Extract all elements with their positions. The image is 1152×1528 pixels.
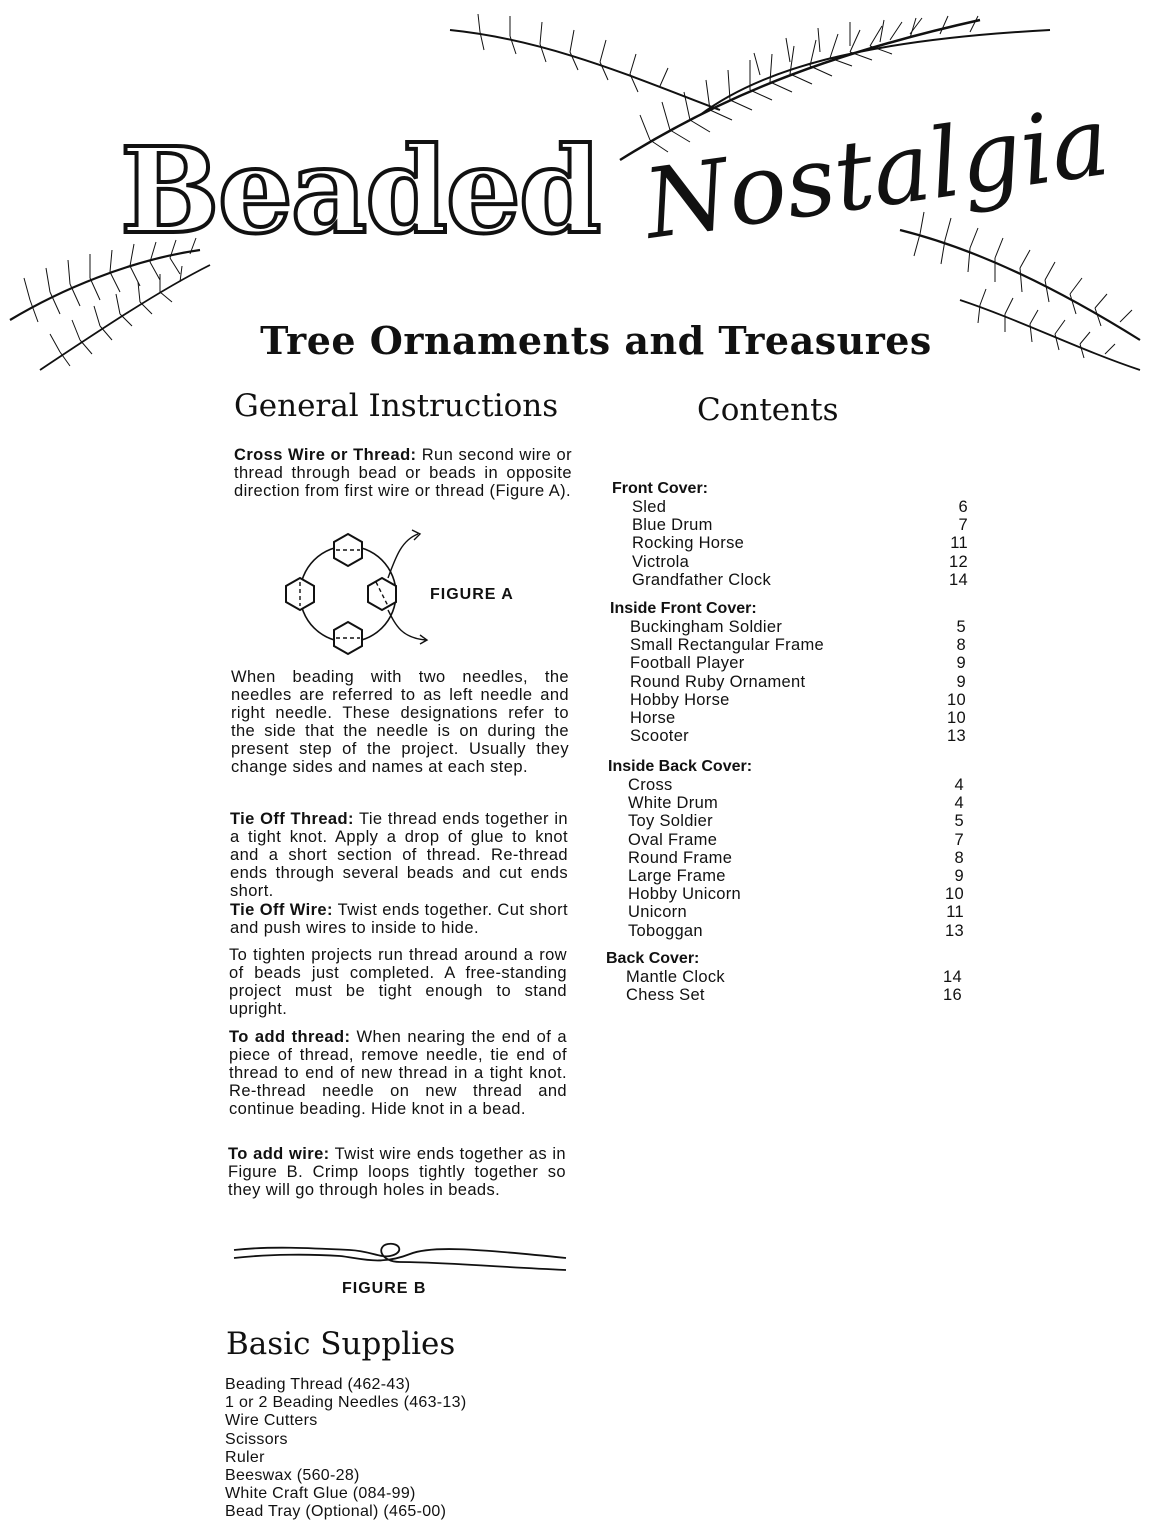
toc-item-name: Horse bbox=[630, 709, 676, 728]
toc-item-page: 5 bbox=[954, 812, 964, 831]
toc-row bbox=[608, 794, 964, 812]
para-add-wire-text: Twist wire ends together as in Figure B. Crimp loops tightly together so they will go through holes in beads. bbox=[228, 1145, 567, 1199]
toc-item-page: 16 bbox=[943, 986, 962, 1005]
toc-item-name: Mantle Clock bbox=[626, 968, 725, 986]
toc-item-page: 14 bbox=[949, 570, 968, 589]
toc-item-page: 4 bbox=[954, 794, 964, 813]
toc-row bbox=[610, 654, 966, 672]
toc-item-name: Buckingham Soldier bbox=[630, 618, 783, 636]
toc-group-title: Front Cover: bbox=[612, 480, 708, 497]
para-tie-off-wire-text: Twist ends together. Cut short and push wires to inside to hide. bbox=[230, 901, 569, 937]
toc-item-page: 10 bbox=[947, 690, 966, 709]
supply-item: Beeswax (560-28) bbox=[225, 1467, 360, 1485]
toc-item-name: Cross bbox=[628, 776, 673, 794]
toc-group-title: Inside Back Cover: bbox=[608, 758, 753, 775]
toc-item-page: 11 bbox=[950, 534, 968, 553]
basic-supplies-heading: Basic Supplies bbox=[226, 1326, 456, 1362]
supply-item: 1 or 2 Beading Needles (463-13) bbox=[225, 1394, 467, 1412]
para-tie-off-wire-label: Tie Off Wire: bbox=[230, 901, 333, 919]
toc-item-name: Large Frame bbox=[628, 867, 726, 886]
title-beaded: Beaded bbox=[120, 121, 600, 260]
toc-row bbox=[608, 776, 964, 794]
supply-item: Ruler bbox=[225, 1448, 265, 1466]
para-tie-off-thread-label: Tie Off Thread: bbox=[230, 810, 354, 828]
supply-item: Wire Cutters bbox=[225, 1412, 318, 1430]
toc-row bbox=[608, 812, 964, 830]
toc-row bbox=[610, 709, 966, 727]
toc-item-page: 9 bbox=[956, 654, 966, 673]
para-cross-wire bbox=[234, 446, 572, 500]
supply-item: Beading Thread (462-43) bbox=[225, 1376, 411, 1393]
figure-b-label: FIGURE B bbox=[342, 1280, 427, 1297]
toc-row bbox=[612, 516, 968, 534]
toc-group-front-cover bbox=[612, 480, 968, 589]
toc-group-inside-front-cover bbox=[610, 600, 966, 745]
toc-item-name: Round Frame bbox=[628, 848, 733, 867]
para-tie-off-wire bbox=[230, 901, 568, 937]
para-tighten: To tighten projects run thread around a row of beads just completed. A free-standing project must be tight enough to stand upright. bbox=[229, 946, 567, 1018]
toc-item-page: 7 bbox=[958, 516, 968, 535]
toc-item-name: Chess Set bbox=[626, 986, 705, 1005]
toc-item-page: 9 bbox=[956, 672, 966, 691]
toc-item-page: 10 bbox=[945, 885, 964, 904]
toc-row bbox=[612, 553, 968, 571]
toc-item-name: Victrola bbox=[632, 552, 690, 571]
toc-item-page: 5 bbox=[956, 618, 966, 636]
toc-row bbox=[608, 922, 964, 940]
figure-b-diagram bbox=[230, 1236, 570, 1276]
figure-a-diagram bbox=[278, 526, 438, 656]
toc-row bbox=[610, 636, 966, 654]
toc-row bbox=[610, 673, 966, 691]
toc-item-page: 11 bbox=[946, 903, 964, 922]
contents-heading: Contents bbox=[697, 392, 839, 428]
toc-item-name: Grandfather Clock bbox=[632, 570, 771, 589]
toc-row bbox=[612, 498, 968, 516]
toc-item-page: 8 bbox=[954, 848, 964, 867]
para-two-needles: When beading with two needles, the needles are referred to as left needle and right needle. These designations refer to the side that the needle is on during the present step of the project. Usually they change sides and names at each step. bbox=[231, 668, 569, 776]
para-add-wire-label: To add wire: bbox=[228, 1145, 330, 1163]
toc-item-name: Football Player bbox=[630, 654, 745, 673]
toc-item-page: 4 bbox=[954, 776, 964, 794]
toc-item-page: 8 bbox=[956, 636, 966, 655]
toc-item-name: Oval Frame bbox=[628, 830, 718, 849]
toc-item-page: 13 bbox=[947, 727, 966, 746]
toc-item-page: 9 bbox=[954, 867, 964, 886]
para-add-thread-label: To add thread: bbox=[229, 1028, 351, 1046]
toc-row bbox=[608, 849, 964, 867]
para-add-wire bbox=[228, 1145, 566, 1199]
para-add-thread-text: When nearing the end of a piece of thread, remove needle, tie end of thread to end of new thread in a tight knot. Re-thread needle on new thread and continue beading. Hide knot in a bead. bbox=[229, 1028, 567, 1118]
toc-row bbox=[612, 534, 968, 552]
toc-group-title: Inside Front Cover: bbox=[610, 600, 757, 617]
toc-item-page: 13 bbox=[945, 921, 964, 940]
toc-item-page: 7 bbox=[954, 830, 964, 849]
toc-row bbox=[606, 986, 962, 1004]
para-cross-wire-label: Cross Wire or Thread: bbox=[234, 446, 417, 464]
toc-row bbox=[608, 867, 964, 885]
toc-item-name: Rocking Horse bbox=[632, 534, 745, 553]
toc-item-page: 10 bbox=[947, 709, 966, 728]
toc-group-inside-back-cover bbox=[608, 758, 964, 940]
toc-item-name: White Drum bbox=[628, 794, 719, 813]
toc-row bbox=[608, 903, 964, 921]
supply-item: Bead Tray (Optional) (465-00) bbox=[225, 1503, 447, 1521]
toc-item-page: 12 bbox=[949, 552, 968, 571]
toc-item-name: Sled bbox=[632, 498, 667, 516]
toc-row bbox=[610, 727, 966, 745]
toc-item-name: Toy Soldier bbox=[628, 812, 713, 831]
title-nostalgia: Nostalgia bbox=[637, 84, 1116, 261]
page-subtitle: Tree Ornaments and Treasures bbox=[260, 318, 932, 363]
toc-item-name: Hobby Unicorn bbox=[628, 885, 742, 904]
toc-item-page: 14 bbox=[943, 968, 962, 986]
para-cross-wire-text: Run second wire or thread through bead or beads in opposite direction from first wire or thread (Figure A). bbox=[234, 446, 572, 500]
para-add-thread bbox=[229, 1028, 567, 1118]
toc-row bbox=[610, 618, 966, 636]
para-tie-off-thread-text: Tie thread ends together in a tight knot. Apply a drop of glue to knot and a short section of thread. Re-thread ends through several beads and cut ends short. bbox=[230, 810, 568, 900]
toc-row bbox=[610, 691, 966, 709]
toc-row bbox=[612, 571, 968, 589]
toc-group-title: Back Cover: bbox=[606, 950, 700, 967]
figure-a-label: FIGURE A bbox=[430, 586, 514, 603]
toc-item-name: Blue Drum bbox=[632, 516, 713, 535]
general-instructions-heading: General Instructions bbox=[234, 388, 559, 424]
toc-item-name: Hobby Horse bbox=[630, 690, 730, 709]
toc-row bbox=[608, 831, 964, 849]
supply-item: Scissors bbox=[225, 1430, 288, 1448]
toc-item-name: Toboggan bbox=[628, 921, 703, 940]
toc-row bbox=[608, 885, 964, 903]
toc-row bbox=[606, 968, 962, 986]
toc-item-page: 6 bbox=[958, 498, 968, 516]
toc-item-name: Round Ruby Ornament bbox=[630, 672, 806, 691]
supplies-list bbox=[225, 1376, 466, 1522]
toc-item-name: Unicorn bbox=[628, 903, 687, 922]
toc-item-name: Scooter bbox=[630, 727, 689, 746]
toc-item-name: Small Rectangular Frame bbox=[630, 636, 824, 655]
para-tie-off-thread bbox=[230, 810, 568, 900]
toc-group-back-cover bbox=[606, 950, 962, 1004]
supply-item: White Craft Glue (084-99) bbox=[225, 1485, 416, 1503]
